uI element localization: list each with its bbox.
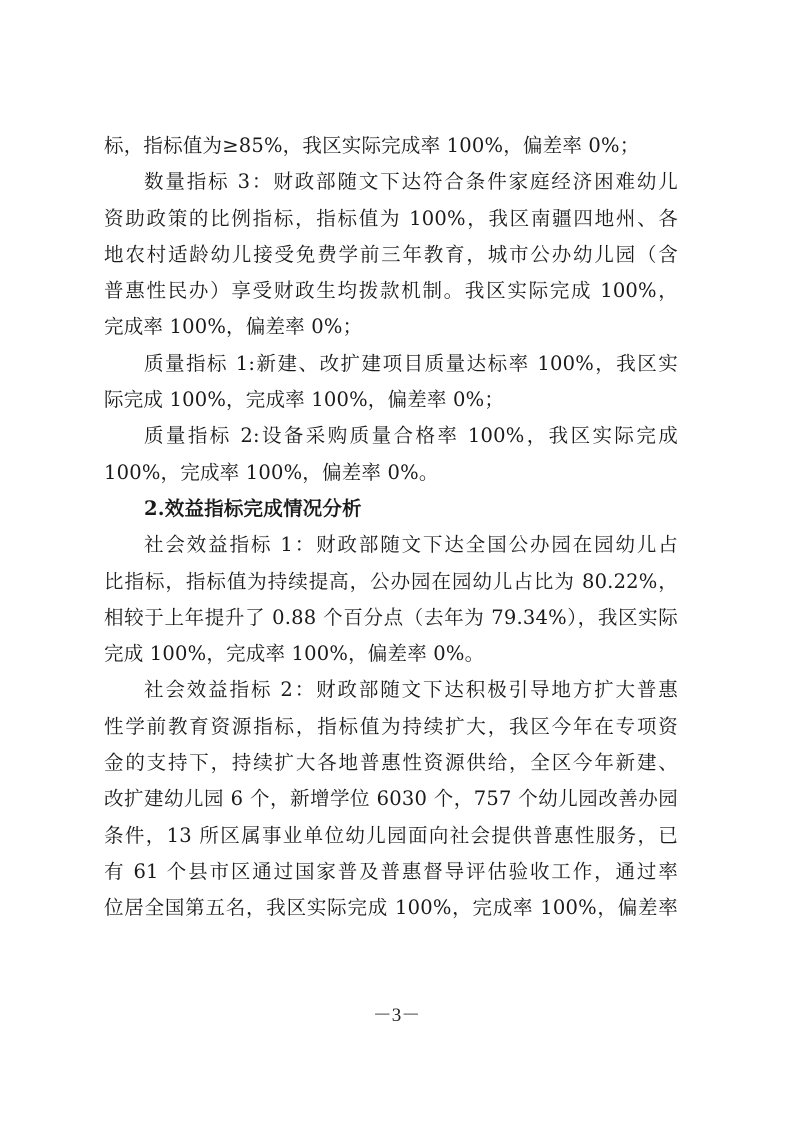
text-line: 性学前教育资源指标，指标值为持续扩大，我区今年在专项资: [104, 714, 678, 738]
text-line: 100%，完成率 100%，偏差率 0%。: [104, 460, 439, 484]
text-line: 2.效益指标完成情况分析: [144, 496, 362, 520]
text-line: 完成率 100%，偏差率 0%；: [104, 315, 363, 339]
text-line: 改扩建幼儿园 6 个，新增学位 6030 个，757 个幼儿园改善办园: [104, 787, 678, 811]
text-line: 比指标，指标值为持续提高，公办园在园幼儿占比为 80.22%，: [104, 569, 678, 593]
text-line: 条件，13 所区属事业单位幼儿园面向社会提供普惠性服务，已: [104, 823, 678, 847]
text-line: 数量指标 3：财政部随文下达符合条件家庭经济困难幼儿: [144, 170, 678, 194]
text-line: 地农村适龄幼儿接受免费学前三年教育，城市公办幼儿园（含: [104, 242, 678, 266]
page-number: －3－: [372, 1005, 421, 1026]
text-line: 质量指标 1:新建、改扩建项目质量达标率 100%，我区实: [144, 351, 678, 375]
text-line: 质量指标 2:设备采购质量合格率 100%，我区实际完成: [144, 424, 678, 448]
text-line: 标，指标值为≥85%，我区实际完成率 100%，偏差率 0%；: [104, 134, 640, 157]
text-line: 社会效益指标 1：财政部随文下达全国公办园在园幼儿占: [144, 533, 678, 557]
text-line: 社会效益指标 2：财政部随文下达积极引导地方扩大普惠: [144, 678, 678, 702]
text-line: 相较于上年提升了 0.88 个百分点（去年为 79.34%），我区实际: [104, 605, 678, 629]
text-line: 金的支持下，持续扩大各地普惠性资源供给，全区今年新建、: [104, 751, 678, 775]
text-line: 有 61 个县市区通过国家普及普惠督导评估验收工作，通过率: [104, 859, 678, 883]
text-line: 普惠性民办）享受财政生均拨款机制。我区实际完成 100%，: [104, 279, 678, 303]
text-line: 际完成 100%，完成率 100%，偏差率 0%；: [104, 388, 505, 412]
document-body: [104, 128, 678, 927]
text-line: 完成 100%，完成率 100%，偏差率 0%。: [104, 642, 485, 666]
text-line: 资助政策的比例指标，指标值为 100%，我区南疆四地州、各: [104, 206, 678, 230]
text-line: 位居全国第五名，我区实际完成 100%，完成率 100%，偏差率: [104, 896, 678, 920]
